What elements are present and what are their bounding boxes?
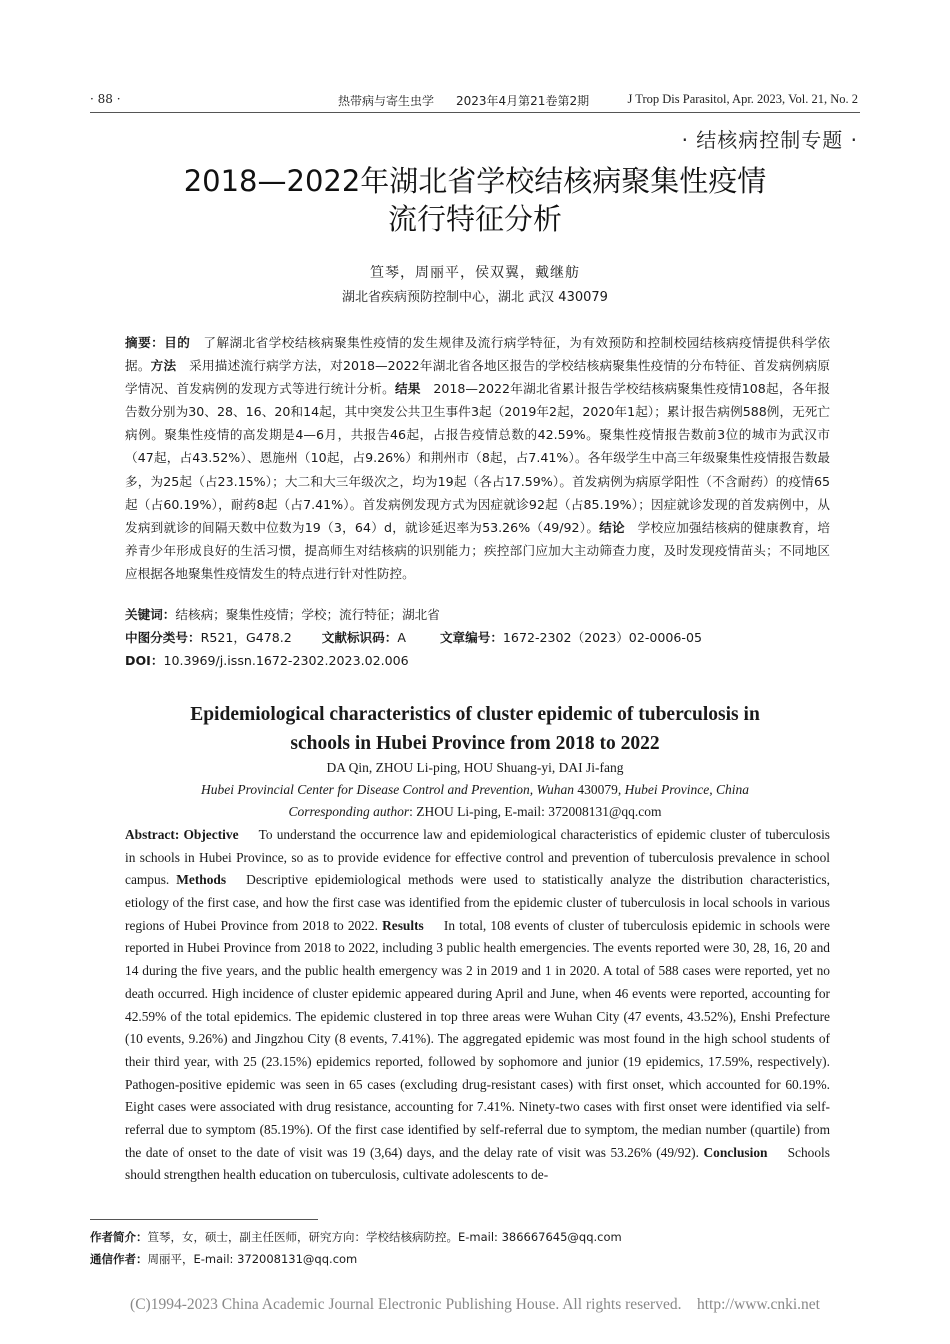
doc-code-label: 文献标识码： — [321, 630, 398, 645]
abstract-zh — [125, 331, 830, 585]
corresponding-author-en — [90, 804, 860, 820]
keywords-line — [125, 604, 830, 626]
corresponding-footnote — [90, 1251, 357, 1267]
title-en-line2: schools in Hubei Province from 2018 to 2022 — [290, 733, 660, 754]
methods-text-en: Descriptive epidemiological methods were used to statistically analyze the distribution characteristics, etiology of the first case, and how the first case was identified from the epidemic cluster of tuberculosis in local schools in various regions of Hubei Province from 2018 to 2022. — [125, 872, 830, 933]
corresponding-footnote-text: 周丽平，E-mail: 372008131@qq.com — [147, 1252, 358, 1266]
classification-line — [125, 627, 830, 649]
objective-label-zh: 目的 — [164, 335, 191, 350]
conclusion-label-zh: 结论 — [599, 519, 625, 535]
journal-issue-cn: 2023年4月第21卷第2期 — [456, 94, 590, 108]
methods-label-zh: 方法 — [150, 358, 177, 374]
corresponding-footnote-label: 通信作者： — [90, 1252, 148, 1266]
title-zh-line2: 流行特征分析 — [387, 202, 562, 236]
results-text-en: In total, 108 events of cluster of tuberculosis epidemic in schools were reported in Hubei Province from 2018 to 2022, including 3 public health emergencies. The events reported were 30, 28, 16, 20 and 14 during the five years, and the public health emergency was 2 in 2019 and 1 in 2020. A total of 588 cases were reported, yet no death occurred. High incidence of cluster epidemic appeared during April and June, when 46 events were reported, accounting for 42.59% of the total epidemics. The epidemic clustered in top three areas were Wuhan City (47 events, 43.52%), Enshi Prefecture (10 events, 9.26%) and Jingzhou City (8 events, 7.41%). The aggregated epidemic was most found in the high school students of their third year, with 25 (23.15%) epidemics reported, followed by sophomore and junior (19 epidemics, 17.59%, respectively). Pathogen-positive epidemic was seen in 65 cases (excluding drug-resistant cases) with first onset, which accounted for 60.19%. Eight cases were associated with drug resistance, accounting for 7.41%. Ninety-two cases with first onset were identified via self-referral due to symptom (85.19%). Of the first case identified by self-referral due to symptom, the median number (quartile) from the date of onset to the date of visit was 19 (3,64) days, and the delay rate of visit was 53.26% (49/92). — [125, 917, 830, 1160]
conclusion-text-zh: 学校应加强结核病的健康教育，培养青少年形成良好的生活习惯，提高师生对结核病的识别能力；疾控部门应加大主动筛查力度，及时发现疫情苗头；不同地区应根据各地聚集性疫情发生的特点进行针对性防控。 — [125, 519, 831, 581]
author-intro-footnote — [90, 1229, 622, 1245]
title-en — [90, 700, 860, 758]
authors-zh: 笪琴，周丽平，侯双翼，戴继舫 — [370, 265, 580, 281]
abstract-zh-label: 摘要： — [125, 335, 165, 350]
abstract-en — [125, 824, 830, 1187]
affiliation-zh: 湖北省疾病预防控制中心，湖北 武汉 430079 — [342, 290, 608, 305]
results-label-zh: 结果 — [395, 381, 421, 397]
special-column-label: · 结核病控制专题 · — [681, 128, 858, 152]
doi-line — [125, 650, 830, 672]
keywords-value: 结核病；聚集性疫情；学校；流行特征；湖北省 — [175, 607, 440, 622]
authors-en: DA Qin, ZHOU Li-ping, HOU Shuang-yi, DAI Ji-fang — [326, 760, 624, 775]
article-number-value: 1672-2302（2023）02-0006-05 — [502, 630, 702, 645]
header-rule — [90, 112, 860, 113]
corresponding-label-en: Corresponding author — [288, 804, 410, 819]
results-label-en: Results — [382, 917, 424, 933]
conclusion-text-en: Schools should strengthen health education on tuberculosis, cultivate adolescents to de- — [125, 1144, 830, 1183]
keywords-label: 关键词： — [125, 607, 176, 622]
title-zh-line1: 2018—2022年湖北省学校结核病聚集性疫情 — [183, 164, 767, 198]
affiliation-en-region: Hubei Province, China — [624, 782, 750, 797]
conclusion-label-en: Conclusion — [703, 1144, 768, 1160]
doc-code-value: A — [397, 630, 406, 645]
doi-label: DOI： — [125, 653, 164, 668]
affiliation-en-postcode: 430079, — [574, 782, 625, 797]
page-number: · 88 · — [90, 92, 121, 106]
title-en-line1: Epidemiological characteristics of cluster epidemic of tuberculosis in — [190, 704, 760, 725]
clc-label: 中图分类号： — [125, 630, 201, 645]
results-text-zh: 2018—2022年湖北省累计报告学校结核病聚集性疫情108起，各年报告数分别为30、28、16、20和14起，其中突发公共卫生事件3起（2019年2起，2020年1起）；累计报告病例588例，无死亡病例。聚集性疫情的高发期是4—6月，共报告46起，占报告疫情总数的42.59%。聚集性疫情报告数前3位的城市为武汉市（47起，占43.52%）、恩施州（10起，占9.26%）和荆州市（8起，占7.41%）。各年级学生中高三年级聚集性疫情报告数最多，为25起（占23.15%）；大二和大三年级次之，均为19起（各占17.59%）。首发病例为病原学阳性（不含耐药）的疫情65起（占60.19%），耐药8起（占7.41%）。首发病例发现方式为因症就诊92起（占85.19%）；因症就诊发现的首发病例中，从发病到就诊的间隔天数中位数为19（3，64）d，就诊延迟率为53.26%（49/92）。 — [125, 381, 831, 535]
abstract-en-label: Abstract: Objective — [125, 827, 239, 842]
doi-value: 10.3969/j.issn.1672-2302.2023.02.006 — [163, 653, 409, 668]
clc-value: R521，G478.2 — [200, 630, 292, 645]
footnote-rule — [90, 1219, 318, 1220]
affiliation-en — [90, 782, 860, 798]
journal-citation-en: J Trop Dis Parasitol, Apr. 2023, Vol. 21, No. 2 — [627, 92, 858, 106]
copyright-notice: (C)1994-2023 China Academic Journal Electronic Publishing House. All rights reserved. http://www.cnki.net — [130, 1296, 820, 1313]
methods-text-zh: 采用描述流行病学方法，对2018—2022年湖北省各地区报告的学校结核病聚集性疫情的分布特征、首发病例病原学情况、首发病例的发现方式等进行统计分析。 — [125, 358, 831, 397]
journal-name-cn: 热带病与寄生虫学 — [338, 94, 435, 108]
objective-text-zh: 了解湖北省学校结核病聚集性疫情的发生规律及流行病学特征，为有效预防和控制校园结核病疫情提供科学依据。 — [125, 335, 831, 374]
affiliation-en-institution: Hubei Provincial Center for Disease Control and Prevention, Wuhan — [200, 782, 575, 797]
objective-text-en: To understand the occurrence law and epidemiological characteristics of epidemic cluster of tuberculosis in schools in Hubei Province, so as to provide evidence for effective control and prevention of tuberculosis prevalence in school campus. — [125, 827, 830, 888]
article-number-label: 文章编号： — [439, 630, 503, 645]
corresponding-value-en: : ZHOU Li-ping, E-mail: 372008131@qq.com — [409, 804, 662, 819]
author-intro-text: 笪琴，女，硕士，副主任医师，研究方向：学校结核病防控。E-mail: 386667645@qq.com — [147, 1230, 622, 1244]
methods-label-en: Methods — [176, 872, 227, 888]
author-intro-label: 作者简介： — [90, 1230, 148, 1244]
